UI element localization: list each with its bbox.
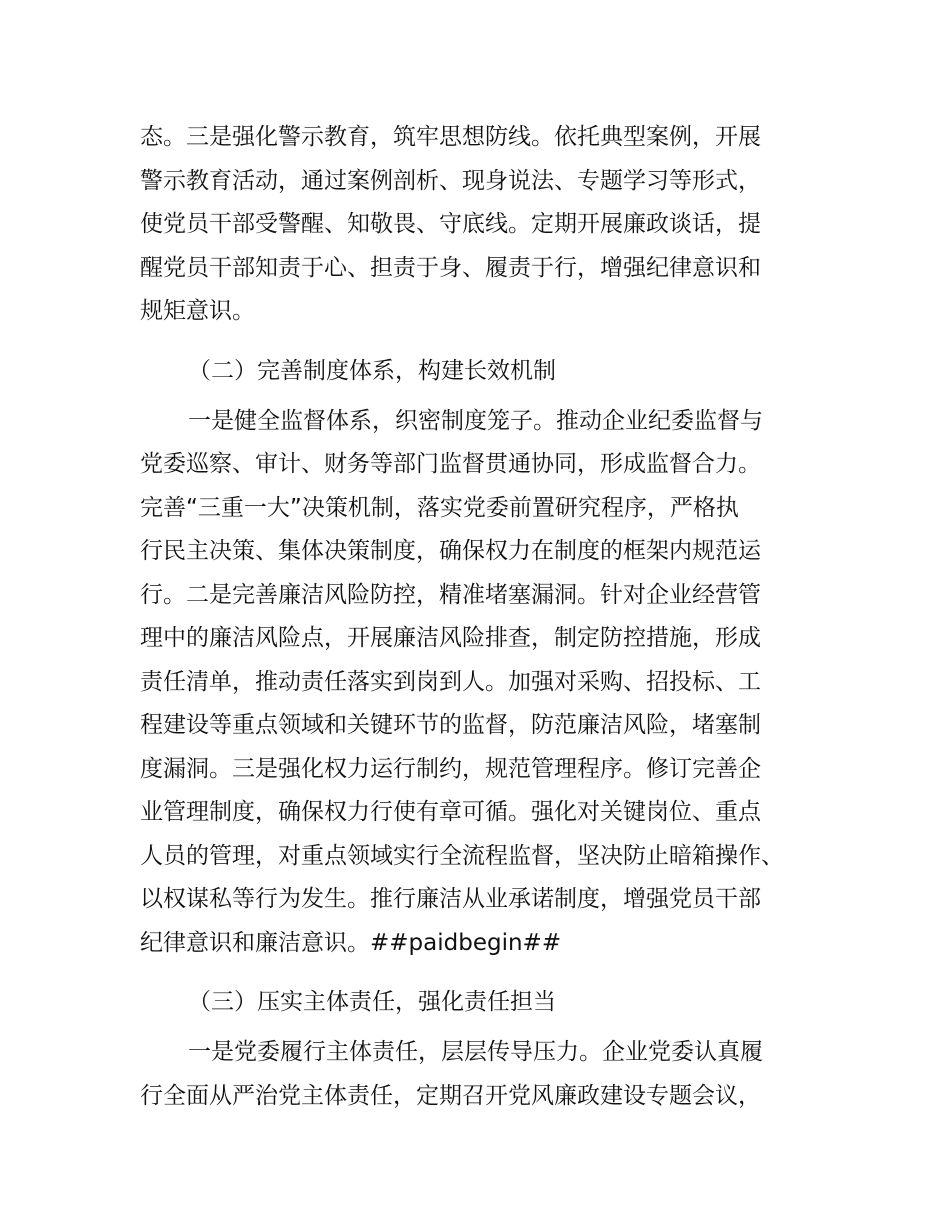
text-line: 度漏洞。三是强化权力运行制约，规范管理程序。修订完善企 — [140, 755, 761, 782]
text-line: 理中的廉洁风险点，开展廉洁风险排查，制定防控措施，形成 — [140, 625, 761, 651]
text-line: 警示教育活动，通过案例剖析、现身说法、专题学习等形式， — [140, 167, 761, 194]
text-line: 完善“三重一大”决策机制，落实党委前置研究程序，严格执 — [140, 494, 739, 521]
section-heading-3: （三）压实主体责任，强化责任担当 — [188, 989, 556, 1015]
section-heading-2: （二）完善制度体系，构建长效机制 — [188, 357, 556, 384]
document-body — [140, 116, 830, 1118]
text-line: 党委巡察、审计、财务等部门监督贯通协同，形成监督合力。 — [140, 451, 761, 477]
text-line: 纪律意识和廉洁意识。##paidbegin## — [140, 929, 562, 956]
text-line: 人员的管理，对重点领域实行全流程监督，坚决防止暗箱操作、 — [140, 842, 784, 869]
text-line: 使党员干部受警醒、知敬畏、守底线。定期开展廉政谈话，提 — [140, 211, 761, 237]
text-line: 行全面从严治党主体责任，定期召开党风廉政建设专题会议， — [140, 1082, 761, 1109]
text-line: 行民主决策、集体决策制度，确保权力在制度的框架内规范运 — [140, 538, 761, 564]
text-line: 态。三是强化警示教育，筑牢思想防线。依托典型案例，开展 — [140, 124, 761, 150]
text-line: 责任清单，推动责任落实到岗到人。加强对采购、招投标、工 — [140, 668, 761, 695]
text-line: 规矩意识。 — [140, 298, 255, 324]
text-line: 醒党员干部知责于心、担责于身、履责于行，增强纪律意识和 — [140, 254, 761, 281]
text-line: 行。二是完善廉洁风险防控，精准堵塞漏洞。针对企业经营管 — [140, 581, 761, 608]
text-line: 业管理制度，确保权力行使有章可循。强化对关键岗位、重点 — [140, 799, 761, 825]
text-line: 一是党委履行主体责任，层层传导压力。企业党委认真履 — [188, 1039, 763, 1065]
text-line: 以权谋私等行为发生。推行廉洁从业承诺制度，增强党员干部 — [140, 886, 761, 912]
text-line: 程建设等重点领域和关键环节的监督，防范廉洁风险，堵塞制 — [140, 712, 761, 738]
text-line: 一是健全监督体系，织密制度笼子。推动企业纪委监督与 — [188, 407, 763, 434]
